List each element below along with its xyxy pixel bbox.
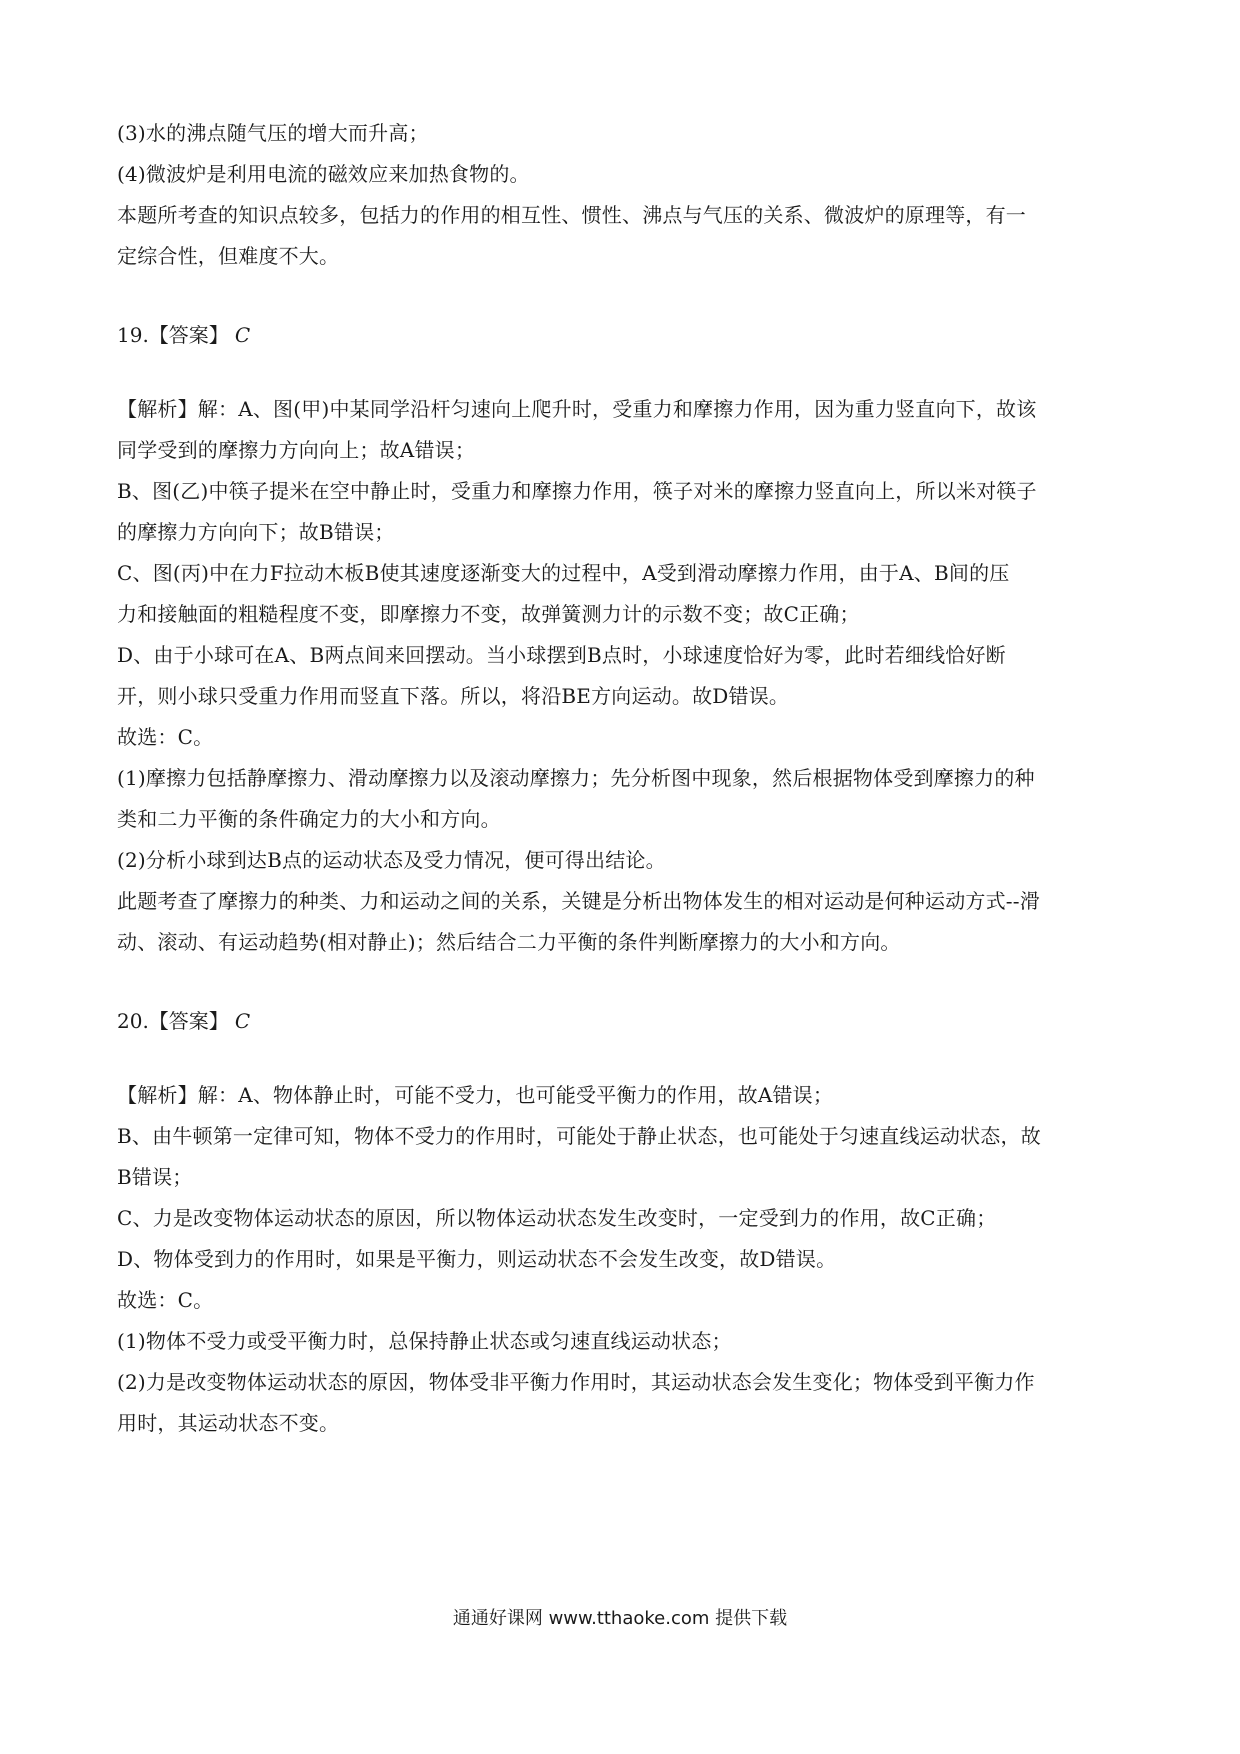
paragraph-line: (3)水的沸点随气压的增大而升高； bbox=[117, 121, 429, 145]
analysis-line: C、力是改变物体运动状态的原因，所以物体运动状态发生改变时，一定受到力的作用，故C正确； bbox=[117, 1206, 997, 1230]
analysis-line: 类和二力平衡的条件确定力的大小和方向。 bbox=[117, 807, 501, 831]
analysis-line: 的摩擦力方向向下；故B错误； bbox=[117, 520, 395, 544]
spacer bbox=[117, 352, 1122, 392]
question-20-answer bbox=[117, 1004, 1122, 1038]
analysis-line: B、由牛顿第一定律可知，物体不受力的作用时，可能处于静止状态，也可能处于匀速直线运动状态，故 bbox=[117, 1124, 1041, 1148]
analysis-line: D、由于小球可在A、B两点间来回摆动。当小球摆到B点时，小球速度恰好为零，此时若细线恰好断 bbox=[117, 643, 1006, 667]
spacer bbox=[117, 1038, 1122, 1078]
answer-letter: C bbox=[234, 1009, 251, 1033]
analysis-line: 故选：C。 bbox=[117, 1288, 214, 1312]
analysis-line: 用时，其运动状态不变。 bbox=[117, 1411, 340, 1435]
top-explanation-block bbox=[117, 116, 1122, 273]
question-19-answer bbox=[117, 318, 1122, 352]
spacer bbox=[117, 280, 1122, 318]
analysis-line: (1)摩擦力包括静摩擦力、滑动摩擦力以及滚动摩擦力；先分析图中现象，然后根据物体受到摩擦力的种 bbox=[117, 766, 1035, 790]
page-footer: 通通好课网 www.tthaoke.com 提供下载 bbox=[452, 1608, 788, 1629]
paragraph-line: 本题所考查的知识点较多，包括力的作用的相互性、惯性、沸点与气压的关系、微波炉的原理等，有一 bbox=[117, 203, 1026, 227]
analysis-line: 此题考查了摩擦力的种类、力和运动之间的关系，关键是分析出物体发生的相对运动是何种运动方式--滑 bbox=[117, 889, 1040, 913]
question-20-block bbox=[117, 1004, 1122, 1440]
analysis-line: 【解析】解：A、物体静止时，可能不受力，也可能受平衡力的作用，故A错误； bbox=[117, 1083, 834, 1107]
analysis-line: 开，则小球只受重力作用而竖直下落。所以，将沿BE方向运动。故D错误。 bbox=[117, 684, 790, 708]
analysis-line: B、图(乙)中筷子提米在空中静止时，受重力和摩擦力作用，筷子对米的摩擦力竖直向上，所以米对筷子 bbox=[117, 479, 1037, 503]
analysis-line: 力和接触面的粗糙程度不变，即摩擦力不变，故弹簧测力计的示数不变；故C正确； bbox=[117, 602, 860, 626]
spacer bbox=[117, 966, 1122, 1004]
answer-letter: C bbox=[234, 323, 251, 347]
analysis-line: 故选：C。 bbox=[117, 725, 214, 749]
document-body bbox=[117, 116, 1122, 1447]
answer-prefix: 20.【答案】 bbox=[117, 1009, 229, 1033]
answer-prefix: 19.【答案】 bbox=[117, 323, 229, 347]
analysis-line: (1)物体不受力或受平衡力时，总保持静止状态或匀速直线运动状态； bbox=[117, 1329, 732, 1353]
analysis-line: 同学受到的摩擦力方向向上；故A错误； bbox=[117, 438, 476, 462]
analysis-line: D、物体受到力的作用时，如果是平衡力，则运动状态不会发生改变，故D错误。 bbox=[117, 1247, 837, 1271]
question-19-block bbox=[117, 318, 1122, 959]
analysis-line: B错误； bbox=[117, 1165, 193, 1189]
analysis-line: (2)分析小球到达B点的运动状态及受力情况，便可得出结论。 bbox=[117, 848, 666, 872]
analysis-line: (2)力是改变物体运动状态的原因，物体受非平衡力作用时，其运动状态会发生变化；物体受到平衡力作 bbox=[117, 1370, 1035, 1394]
paragraph-line: (4)微波炉是利用电流的磁效应来加热食物的。 bbox=[117, 162, 530, 186]
analysis-line: 【解析】解：A、图(甲)中某同学沿杆匀速向上爬升时，受重力和摩擦力作用，因为重力竖直向下，故该 bbox=[117, 397, 1037, 421]
paragraph-line: 定综合性，但难度不大。 bbox=[117, 244, 340, 268]
analysis-line: 动、滚动、有运动趋势(相对静止)；然后结合二力平衡的条件判断摩擦力的大小和方向。 bbox=[117, 930, 901, 954]
analysis-line: C、图(丙)中在力F拉动木板B使其速度逐渐变大的过程中，A受到滑动摩擦力作用，由于A、B间的压 bbox=[117, 561, 1010, 585]
